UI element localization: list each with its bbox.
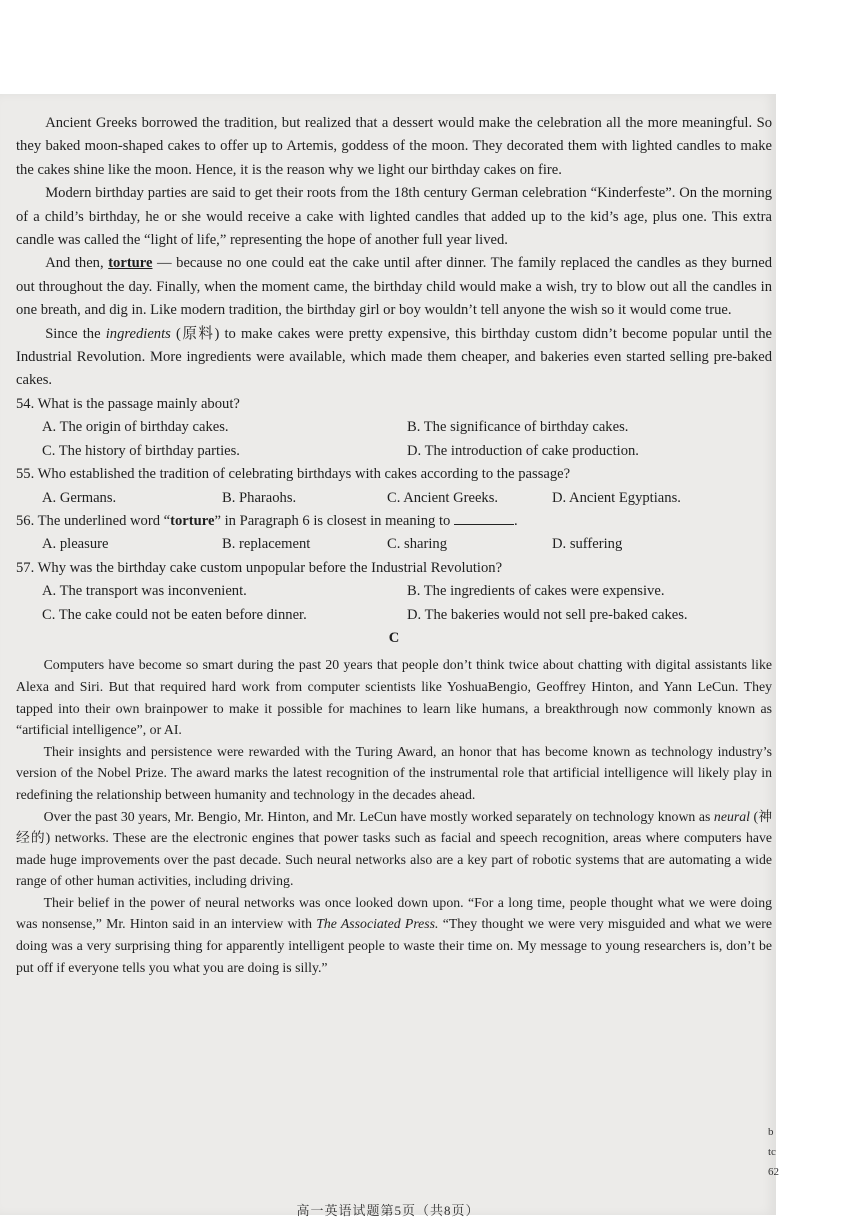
question-stem bbox=[16, 510, 772, 533]
answer-blank bbox=[454, 512, 514, 525]
text: “They thought we were very misguided and what we were doing was a very surprising thing for apparently intelligent people to waste their time on. My message to young researchers is, don’t be put off if everyone tells you what you are doing is silly.” bbox=[16, 916, 772, 975]
margin-fragments bbox=[768, 1122, 788, 1182]
question-options bbox=[16, 580, 772, 627]
option: A. Germans. bbox=[42, 489, 117, 506]
section-heading: C bbox=[388, 629, 400, 646]
margin-text: 62 bbox=[768, 1166, 779, 1178]
question-options bbox=[16, 487, 772, 510]
underlined-word: torture bbox=[108, 255, 153, 272]
passage-c bbox=[16, 654, 772, 978]
source-name: The Associated Press. bbox=[316, 916, 439, 932]
bold-word: torture bbox=[170, 512, 215, 529]
question-stem: 57. Why was the birthday cake custom unpopular before the Industrial Revolution? bbox=[16, 559, 503, 576]
option: D. suffering bbox=[552, 536, 623, 553]
gloss: (原料) bbox=[170, 325, 220, 342]
paragraph bbox=[16, 806, 772, 892]
option: D. The bakeries would not sell pre-baked cakes. bbox=[407, 606, 688, 623]
option: B. replacement bbox=[222, 536, 311, 553]
exam-content bbox=[16, 112, 772, 978]
option: A. The origin of birthday cakes. bbox=[42, 419, 229, 436]
option: C. Ancient Greeks. bbox=[387, 489, 499, 506]
paragraph: Ancient Greeks borrowed the tradition, but realized that a dessert would make the celebration all the more meaningful. So they baked moon-shaped cakes to offer up to Artemis, goddess of the moon. They decorated them with lighted candles to make the cakes shine like the moon. Hence, it is the reason why we light our birthday cakes on fire. bbox=[16, 115, 772, 178]
paragraph: Their insights and persistence were rewarded with the Turing Award, an honor that has become known as technology industry’s version of the Nobel Prize. The award marks the latest recognition of the instrumental role that artificial intelligence will likely play in redefining the relationship between humanity and technology in the decades ahead. bbox=[16, 743, 772, 802]
text: to make cakes were pretty expensive, this birthday custom didn’t become popular until the Industrial Revolution. More ingredients were available, which made them cheaper, and bakeries even started selling pre-baked cakes. bbox=[16, 325, 772, 389]
text: — because no one could eat the cake until after dinner. The family replaced the candles as they burned out throughout the day. Finally, when the moment came, the birthday child would make a wish, try to blow out all the candles in one breath, and dig in. Like modern tradition, the birthday girl or boy wouldn’t tell anyone the wish so it would come true. bbox=[16, 255, 773, 319]
option: D. The introduction of cake production. bbox=[407, 442, 639, 459]
option: C. sharing bbox=[387, 536, 447, 553]
text: Since the bbox=[45, 325, 106, 342]
option: A. pleasure bbox=[42, 536, 109, 553]
option: B. Pharaohs. bbox=[222, 489, 297, 506]
paragraph: Modern birthday parties are said to get their roots from the 18th century German celebration “Kinderfeste”. On the morning of a child’s birthday, he or she would receive a cake with lighted candles that added up to the kid’s age, plus one. This extra candle was called the “light of life,” representing the hope of another full year lived. bbox=[16, 185, 772, 249]
question-stem: 54. What is the passage mainly about? bbox=[16, 395, 240, 412]
text: Over the past 30 years, Mr. Bengio, Mr. Hinton, and Mr. LeCun have mostly worked separately on technology known as bbox=[43, 808, 714, 824]
italic-word: ingredients bbox=[105, 325, 171, 342]
margin-text: b bbox=[768, 1126, 774, 1138]
option: A. The transport was inconvenient. bbox=[42, 583, 247, 600]
gloss: (神经的) bbox=[16, 808, 772, 846]
page-footer: 高一英语试题第5页（共8页） bbox=[296, 1203, 480, 1218]
question-options bbox=[16, 416, 772, 463]
italic-word: neural bbox=[713, 808, 750, 824]
option: D. Ancient Egyptians. bbox=[552, 489, 681, 506]
question-options bbox=[16, 533, 772, 556]
paragraph: Computers have become so smart during the past 20 years that people don’t think twice about chatting with digital assistants like Alexa and Siri. But that required hard work from computer scientists like YoshuaBengio, Geoffrey Hinton, and Yann LeCun. They tapped into their own brainpower to make it possible for machines to learn like humans, a breakthrough now commonly known as “artificial intelligence”, or AI. bbox=[16, 657, 772, 738]
text: Their belief in the power of neural networks was once looked down upon. “For a long time, people thought what we were doing was nonsense,” Mr. Hinton said in an interview with bbox=[16, 894, 772, 932]
text: networks. These are the electronic engines that power tasks such as facial and speech recognition, areas where computers have made huge improvements over the past decade. Such neural networks also are a key part of robotic systems that are automating a wide range of other human activities, including driving. bbox=[16, 830, 772, 889]
text: And then, bbox=[45, 255, 104, 272]
text: 56. The underlined word “ bbox=[16, 512, 171, 529]
paragraph bbox=[16, 323, 772, 393]
paragraph bbox=[16, 252, 772, 322]
option: C. The cake could not be eaten before dinner. bbox=[42, 606, 307, 623]
option: C. The history of birthday parties. bbox=[42, 442, 240, 459]
option: B. The ingredients of cakes were expensive. bbox=[407, 583, 665, 600]
margin-text: tc bbox=[768, 1146, 776, 1158]
text: . bbox=[513, 512, 518, 529]
text: ” in Paragraph 6 is closest in meaning to bbox=[214, 512, 454, 529]
paragraph bbox=[16, 892, 772, 978]
question-stem: 55. Who established the tradition of celebrating birthdays with cakes according to the passage? bbox=[16, 466, 571, 483]
option: B. The significance of birthday cakes. bbox=[407, 419, 629, 436]
